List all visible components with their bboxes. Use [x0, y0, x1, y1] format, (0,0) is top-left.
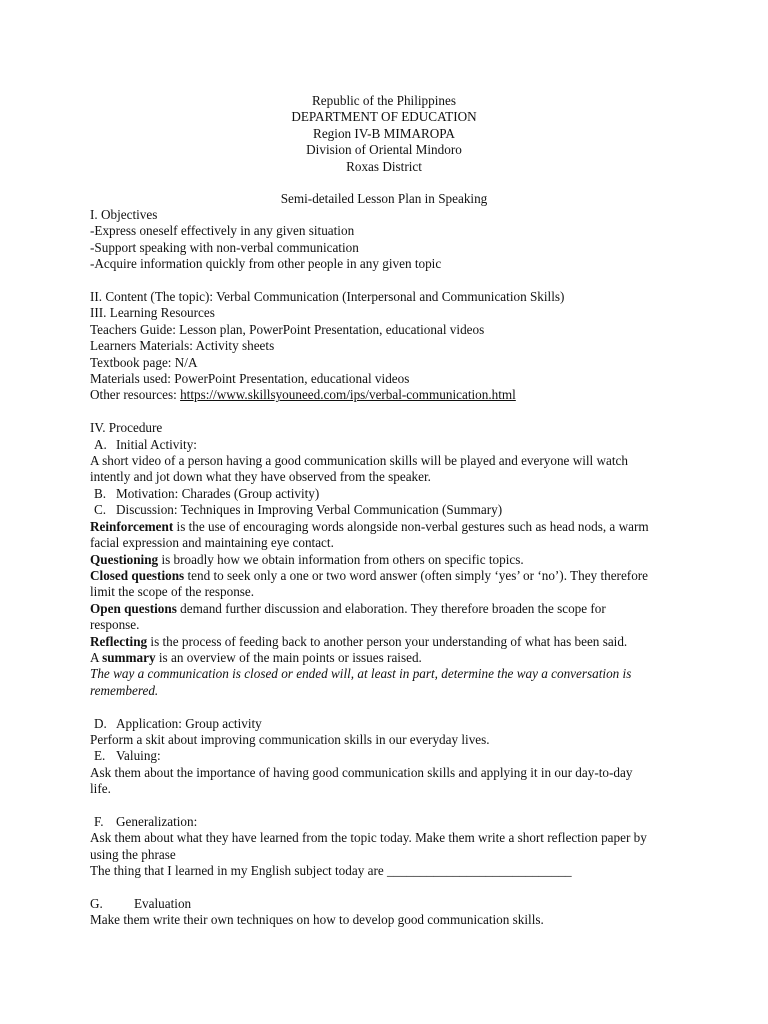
header-district: Roxas District	[346, 158, 422, 174]
step-c-heading	[90, 502, 690, 518]
step-f-text: Ask them about what they have learned from the topic today. Make them write a short reflection paper by	[90, 830, 647, 846]
summary-paragraph: A summary is an overview of the main points or issues raised.	[90, 649, 422, 665]
learners-materials: Learners Materials: Activity sheets	[90, 338, 275, 354]
questioning-term: Questioning	[90, 551, 159, 567]
textbook-page: Textbook page: N/A	[90, 354, 198, 370]
objective-item: -Support speaking with non-verbal communication	[90, 239, 359, 255]
step-e-text: Ask them about the importance of having good communication skills and applying it in our day-to-day	[90, 764, 633, 780]
closed-questions-paragraph-cont: limit the scope of the response.	[90, 584, 255, 600]
step-d-label: D.	[94, 715, 107, 731]
content-topic: II. Content (The topic): Verbal Communication (Interpersonal and Communication Skills)	[90, 289, 565, 305]
reinforcement-paragraph: Reinforcement is the use of encouraging words alongside non-verbal gestures such as head nods, a warm	[90, 518, 649, 534]
reflection-phrase: The thing that I learned in my English subject today are ____________________________	[90, 863, 572, 879]
reinforcement-paragraph-cont: facial expression and maintaining eye contact.	[90, 535, 334, 551]
materials-used: Materials used: PowerPoint Presentation, educational videos	[90, 371, 410, 387]
objective-item: -Express oneself effectively in any given situation	[90, 223, 355, 239]
step-a-text: A short video of a person having a good communication skills will be played and everyone will watch	[90, 453, 629, 469]
step-f-heading	[90, 814, 690, 830]
step-d-title: Application: Group activity	[116, 715, 262, 731]
header-division: Division of Oriental Mindoro	[306, 142, 462, 158]
step-e-heading	[90, 748, 690, 764]
step-f-title: Generalization:	[116, 813, 198, 829]
step-f-text-cont: using the phrase	[90, 846, 176, 862]
document-header	[0, 93, 768, 175]
step-b-heading	[90, 486, 690, 502]
other-resources-label: Other resources:	[90, 387, 181, 403]
step-g-text: Make them write their own techniques on how to develop good communication skills.	[90, 912, 544, 928]
header-department: DEPARTMENT OF EDUCATION	[291, 109, 477, 125]
step-a-heading	[90, 437, 690, 453]
step-b-title: Motivation: Charades (Group activity)	[116, 485, 320, 501]
step-e-title: Valuing:	[116, 748, 161, 764]
step-a-title: Initial Activity:	[116, 436, 197, 452]
step-g-label: G.	[90, 895, 103, 911]
open-questions-paragraph-cont: response.	[90, 617, 140, 633]
summary-term: summary	[102, 649, 156, 665]
italic-note: The way a communication is closed or ended will, at least in part, determine the way a conversation is	[90, 666, 632, 682]
other-resources-link[interactable]: https://www.skillsyouneed.com/ips/verbal-communication.html	[180, 387, 516, 403]
procedure-heading: IV. Procedure	[90, 420, 163, 436]
step-e-text-cont: life.	[90, 781, 111, 797]
open-questions-paragraph: Open questions demand further discussion and elaboration. They therefore broaden the scope for	[90, 600, 606, 616]
step-d-heading	[90, 716, 690, 732]
reinforcement-term: Reinforcement	[90, 518, 174, 534]
step-e-label: E.	[94, 748, 106, 764]
step-g-heading	[90, 896, 690, 912]
step-c-label: C.	[94, 502, 107, 518]
teachers-guide: Teachers Guide: Lesson plan, PowerPoint Presentation, educational videos	[90, 321, 485, 337]
step-a-text: intently and jot down what they have observed from the speaker.	[90, 469, 431, 485]
open-questions-term: Open questions	[90, 600, 177, 616]
questioning-paragraph: Questioning is broadly how we obtain information from others on specific topics.	[90, 551, 524, 567]
step-d-text: Perform a skit about improving communication skills in our everyday lives.	[90, 731, 490, 747]
learning-resources-heading: III. Learning Resources	[90, 305, 215, 321]
reflecting-term: Reflecting	[90, 633, 148, 649]
closed-questions-term: Closed questions	[90, 567, 185, 583]
header-republic: Republic of the Philippines	[312, 93, 456, 108]
document-body	[90, 207, 690, 929]
step-a-label: A.	[94, 436, 107, 452]
other-resources	[90, 387, 690, 403]
step-g-title: Evaluation	[134, 895, 192, 911]
objective-item: -Acquire information quickly from other people in any given topic	[90, 256, 442, 272]
step-c-title: Discussion: Techniques in Improving Verbal Communication (Summary)	[116, 502, 503, 518]
step-f-label: F.	[94, 813, 104, 829]
italic-note-cont: remembered.	[90, 682, 159, 698]
lesson-plan-title: Semi-detailed Lesson Plan in Speaking	[280, 191, 488, 206]
reflecting-paragraph: Reflecting is the process of feeding back to another person your understanding of what has been said.	[90, 633, 628, 649]
objectives-heading: I. Objectives	[90, 207, 158, 222]
step-b-label: B.	[94, 485, 107, 501]
header-region: Region IV-B MIMAROPA	[313, 125, 455, 141]
closed-questions-paragraph: Closed questions tend to seek only a one or two word answer (often simply ‘yes’ or ‘no’). They therefore	[90, 567, 649, 583]
